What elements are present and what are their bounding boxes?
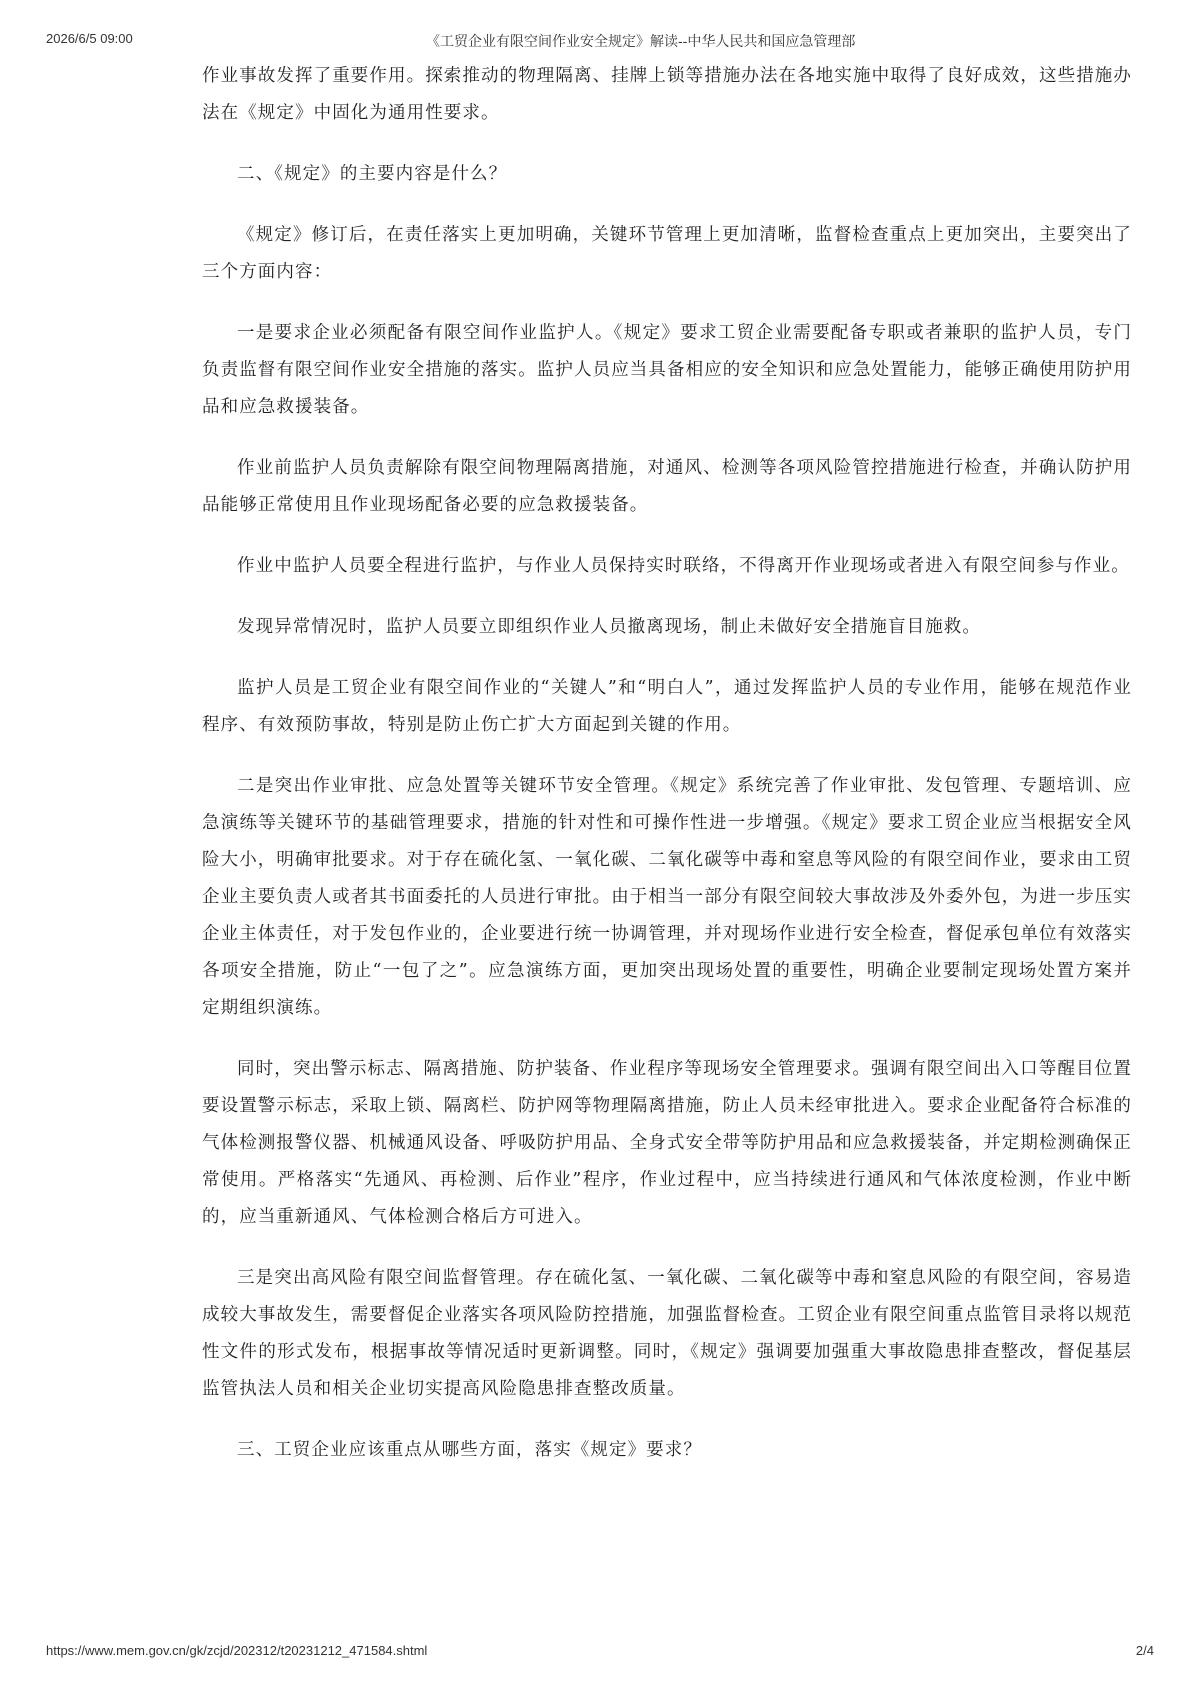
print-url: https://www.mem.gov.cn/gk/zcjd/202312/t20231212_471584.shtml [46,1643,428,1658]
paragraph-before-work: 作业前监护人员负责解除有限空间物理隔离措施，对通风、检测等各项风险管控措施进行检查，并确认防护用品能够正常使用且作业现场配备必要的应急救援装备。 [202,458,1132,515]
print-footer [46,1643,1154,1665]
paragraph-onsite-requirements: 同时，突出警示标志、隔离措施、防护装备、作业程序等现场安全管理要求。强调有限空间出入口等醒目位置要设置警示标志，采取上锁、隔离栏、防护网等物理隔离措施，防止人员未经审批进入。要求企业配备符合标准的气体检测报警仪器、机械通风设备、呼吸防护用品、全身式安全带等防护用品和应急救援装备，并定期检测确保正常使用。严格落实“先通风、再检测、后作业”程序，作业过程中，应当持续进行通风和气体浓度检测，作业中断的，应当重新通风、气体检测合格后方可进入。 [202,1059,1132,1227]
print-page-title: 《工贸企业有限空间作业安全规定》解读--中华人民共和国应急管理部 [426,33,856,49]
paragraph-point-three: 三是突出高风险有限空间监督管理。存在硫化氢、一氧化碳、二氧化碳等中毒和窒息风险的有限空间，容易造成较大事故发生，需要督促企业落实各项风险防控措施，加强监督检查。工贸企业有限空间重点监管目录将以规范性文件的形式发布，根据事故等情况适时更新调整。同时，《规定》强调要加强重大事故隐患排查整改，督促基层监管执法人员和相关企业切实提高风险隐患排查整改质量。 [202,1268,1132,1399]
paragraph-key-person: 监护人员是工贸企业有限空间作业的“关键人”和“明白人”，通过发挥监护人员的专业作用，能够在规范作业程序、有效预防事故，特别是防止伤亡扩大方面起到关键的作用。 [202,678,1132,735]
paragraph-point-one: 一是要求企业必须配备有限空间作业监护人。《规定》要求工贸企业需要配备专职或者兼职的监护人员，专门负责监督有限空间作业安全措施的落实。监护人员应当具备相应的安全知识和应急处置能力，能够正确使用防护用品和应急救援装备。 [202,323,1132,417]
article-body [202,58,1132,1493]
paragraph-during-work: 作业中监护人员要全程进行监护，与作业人员保持实时联络，不得离开作业现场或者进入有限空间参与作业。 [237,556,1130,576]
paragraph-continued: 作业事故发挥了重要作用。探索推动的物理隔离、挂牌上锁等措施办法在各地实施中取得了良好成效，这些措施办法在《规定》中固化为通用性要求。 [202,66,1132,123]
section-heading-main-content: 二、《规定》的主要内容是什么？ [237,164,508,184]
paragraph-intro: 《规定》修订后，在责任落实上更加明确，关键环节管理上更加清晰，监督检查重点上更加突出，主要突出了三个方面内容： [202,225,1132,282]
print-header [46,31,1154,53]
page-number: 2/4 [1135,1643,1154,1658]
section-heading-implementation: 三、工贸企业应该重点从哪些方面，落实《规定》要求？ [237,1440,702,1460]
paragraph-point-two: 二是突出作业审批、应急处置等关键环节安全管理。《规定》系统完善了作业审批、发包管理、专题培训、应急演练等关键环节的基础管理要求，措施的针对性和可操作性进一步增强。《规定》要求工贸企业应当根据安全风险大小，明确审批要求。对于存在硫化氢、一氧化碳、二氧化碳等中毒和窒息等风险的有限空间作业，要求由工贸企业主要负责人或者其书面委托的人员进行审批。由于相当一部分有限空间较大事故涉及外委外包，为进一步压实企业主体责任，对于发包作业的，企业要进行统一协调管理，并对现场作业进行安全检查，督促承包单位有效落实各项安全措施，防止“一包了之”。应急演练方面，更加突出现场处置的重要性，明确企业要制定现场处置方案并定期组织演练。 [202,776,1132,1018]
print-datetime: 2026/6/5 09:00 [46,31,133,46]
paragraph-abnormal: 发现异常情况时，监护人员要立即组织作业人员撤离现场，制止未做好安全措施盲目施救。 [237,617,981,637]
